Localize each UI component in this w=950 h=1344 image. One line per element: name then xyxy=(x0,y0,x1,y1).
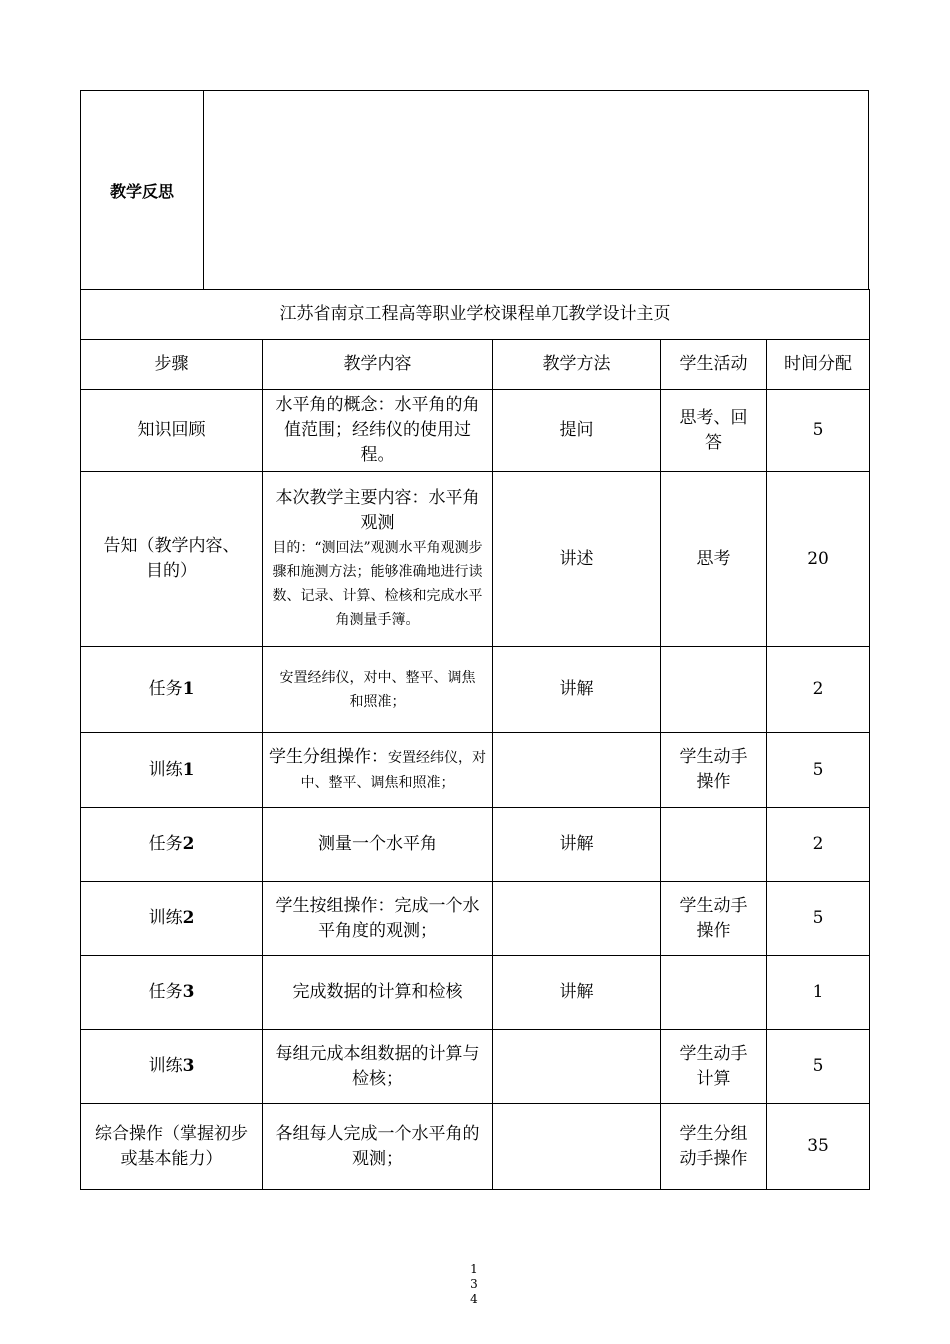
content-line: 目的：“测回法”观测水平角观测步骤和施测方法；能够准确地进行读数、记录、计算、检核和完成水平角测量手簿。 xyxy=(272,540,483,628)
table-title: 江苏省南京工程高等职业学校课程单兀教学设计主页 xyxy=(81,290,870,340)
time-cell: 5 xyxy=(767,882,870,956)
content-text: 安置经纬仪，对中、整平、调焦和照准； xyxy=(279,669,476,710)
page-number-digit: 1 xyxy=(470,1262,478,1276)
step-cell xyxy=(81,472,263,647)
content-text: 安置经纬仪，对中、整平、调焦和照准； xyxy=(300,750,486,791)
activity-text: 学生动手计算 xyxy=(679,1043,748,1089)
method-cell xyxy=(493,882,661,956)
page-number-digit: 4 xyxy=(470,1292,478,1306)
teaching-reflection-label: 教学反思 xyxy=(81,91,204,289)
teaching-reflection-box xyxy=(80,90,869,290)
step-text: 训练 xyxy=(148,759,183,780)
header-method: 教学方法 xyxy=(493,340,661,390)
content-line: 本次教学主要内容：水平角观测 xyxy=(275,488,480,533)
method-cell: 提问 xyxy=(493,390,661,472)
table-row xyxy=(81,733,870,808)
step-text: 训练 xyxy=(148,1056,183,1076)
time-cell: 2 xyxy=(767,808,870,882)
step-text: 任务 xyxy=(148,834,183,854)
activity-text: 学生分组动手操作 xyxy=(679,1123,748,1169)
activity-text: 学生动手操作 xyxy=(679,747,748,792)
step-cell xyxy=(81,1030,263,1104)
activity-cell: 思考 xyxy=(661,472,767,647)
activity-text: 学生动手操作 xyxy=(679,895,748,941)
step-number: 2 xyxy=(182,834,195,854)
table-row xyxy=(81,390,870,472)
page-number xyxy=(464,1262,484,1307)
table-row xyxy=(81,1030,870,1104)
lesson-design-table xyxy=(80,289,870,1190)
time-cell: 20 xyxy=(767,472,870,647)
step-number: 1 xyxy=(182,679,195,699)
activity-text: 思考、回答 xyxy=(679,407,748,453)
activity-cell xyxy=(661,882,767,956)
table-row xyxy=(81,1104,870,1190)
method-cell: 讲述 xyxy=(493,472,661,647)
method-cell: 讲解 xyxy=(493,647,661,733)
header-time: 时间分配 xyxy=(767,340,870,390)
content-cell: 完成数据的计算和检核 xyxy=(263,956,493,1030)
step-number: 1 xyxy=(182,759,195,780)
page-number-digit: 3 xyxy=(470,1277,478,1291)
content-cell: 每组元成本组数据的计算与检核； xyxy=(263,1030,493,1104)
step-cell xyxy=(81,882,263,956)
step-cell xyxy=(81,1104,263,1190)
header-step: 步骤 xyxy=(81,340,263,390)
step-number: 2 xyxy=(182,908,195,928)
table-row xyxy=(81,647,870,733)
content-cell: 测量一个水平角 xyxy=(263,808,493,882)
time-cell: 5 xyxy=(767,390,870,472)
content-cell: 学生按组操作：完成一个水平角度的观测； xyxy=(263,882,493,956)
activity-cell xyxy=(661,808,767,882)
table-row xyxy=(81,956,870,1030)
table-row xyxy=(81,882,870,956)
step-cell: 知识回顾 xyxy=(81,390,263,472)
time-cell: 35 xyxy=(767,1104,870,1190)
content-text: 学生分组操作： xyxy=(269,747,388,767)
method-cell xyxy=(493,1030,661,1104)
content-cell: 水平角的概念：水平角的角值范围；经纬仪的使用过程。 xyxy=(263,390,493,472)
table-header-row xyxy=(81,340,870,390)
method-cell: 讲解 xyxy=(493,808,661,882)
step-text: 训练 xyxy=(148,908,183,928)
content-cell xyxy=(263,647,493,733)
activity-cell xyxy=(661,733,767,808)
step-cell xyxy=(81,808,263,882)
header-content: 教学内容 xyxy=(263,340,493,390)
step-text: 告知（教学内容、目的） xyxy=(103,536,240,581)
time-cell: 1 xyxy=(767,956,870,1030)
activity-cell xyxy=(661,390,767,472)
time-cell: 5 xyxy=(767,1030,870,1104)
step-cell xyxy=(81,733,263,808)
step-text: 综合操作（掌握初步或基本能力） xyxy=(95,1123,248,1169)
step-cell xyxy=(81,647,263,733)
content-cell xyxy=(263,472,493,647)
method-cell: 讲解 xyxy=(493,956,661,1030)
activity-cell xyxy=(661,647,767,733)
activity-cell xyxy=(661,1030,767,1104)
activity-cell xyxy=(661,1104,767,1190)
step-number: 3 xyxy=(182,1056,195,1076)
time-cell: 2 xyxy=(767,647,870,733)
step-number: 3 xyxy=(182,982,195,1002)
header-activity: 学生活动 xyxy=(661,340,767,390)
step-text: 任务 xyxy=(148,982,183,1002)
activity-cell xyxy=(661,956,767,1030)
table-row xyxy=(81,472,870,647)
method-cell xyxy=(493,1104,661,1190)
step-cell xyxy=(81,956,263,1030)
step-text: 任务 xyxy=(148,679,183,699)
table-row xyxy=(81,808,870,882)
content-cell xyxy=(263,733,493,808)
content-cell: 各组每人完成一个水平角的观测； xyxy=(263,1104,493,1190)
time-cell: 5 xyxy=(767,733,870,808)
method-cell xyxy=(493,733,661,808)
